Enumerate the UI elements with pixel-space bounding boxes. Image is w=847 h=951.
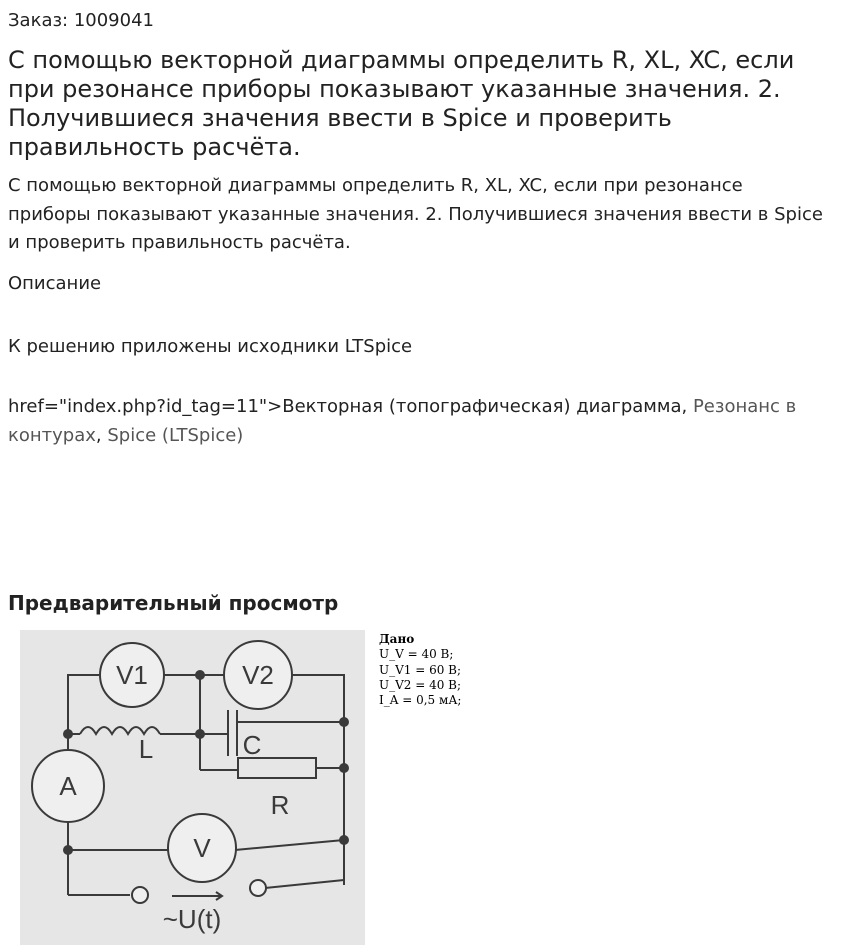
description-section-label: Описание — [8, 273, 102, 294]
label-r: R — [270, 790, 290, 820]
label-source: ~U(t) — [162, 904, 222, 934]
label-l: L — [138, 734, 154, 764]
tag-list — [8, 392, 838, 450]
order-number: Заказ: 1009041 — [8, 10, 154, 31]
page-title: С помощью векторной диаграммы определить R, XL, XC, если при резонансе приборы показывают указанные значения. 2. Получившиеся значения ввести в Spice и проверить правильность расчёта. — [8, 46, 795, 161]
tag-separator: , — [95, 425, 102, 446]
attachment-note: К решению приложены исходники LTSpice — [8, 336, 413, 357]
tag-link-spice[interactable]: Spice (LTSpice) — [107, 425, 244, 446]
task-description: С помощью векторной диаграммы определить R, XL, XC, если при резонансе приборы показывают указанные значения. 2. Получившиеся значения ввести в Spice и проверить правильность расчёта. — [8, 175, 823, 253]
label-a: A — [59, 771, 77, 801]
preview-heading: Предварительный просмотр — [8, 591, 339, 615]
given-line: U_V2 = 40 В; — [379, 677, 462, 692]
given-data-block — [379, 632, 461, 708]
given-line: U_V1 = 60 В; — [379, 662, 462, 677]
label-v: V — [193, 833, 211, 863]
circuit-preview-image — [20, 630, 365, 945]
tag-prefix-text: href="index.php?id_tag=11">Векторная (топографическая) диаграмма, — [8, 396, 688, 417]
label-c: C — [242, 730, 262, 760]
given-line: I_A = 0,5 мА; — [379, 693, 462, 708]
given-line: U_V = 40 В; — [379, 647, 454, 662]
given-heading: Дано — [379, 632, 415, 646]
label-v1: V1 — [116, 660, 148, 690]
tag-link-resonance[interactable]: Резонанс в контурах — [8, 396, 797, 446]
label-v2: V2 — [242, 660, 274, 690]
circuit-diagram — [20, 630, 365, 945]
